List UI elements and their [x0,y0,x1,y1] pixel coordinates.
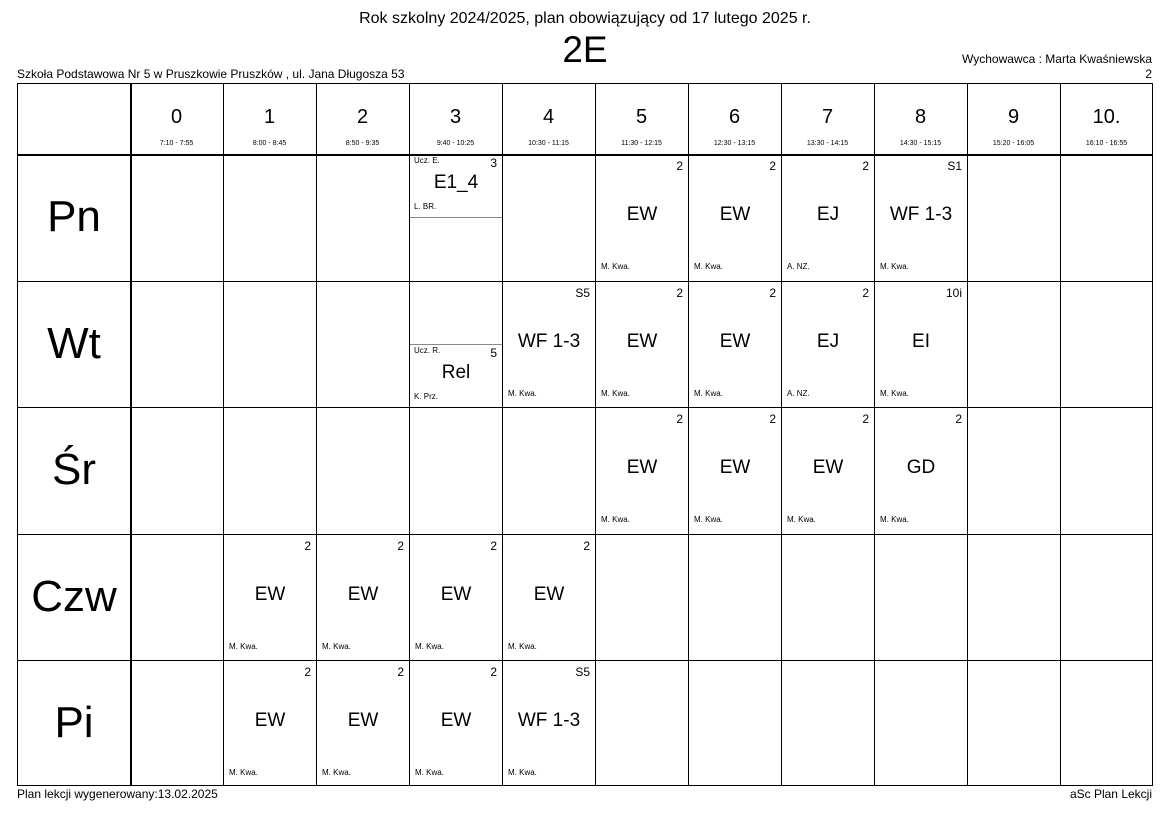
lesson-subject: E1_4 [433,172,479,193]
lesson-room: 2 [397,665,404,679]
lesson-teacher: L. BR. [414,202,437,211]
period-time: 16:10 - 16:55 [1085,140,1128,147]
lesson-subject: EW [626,330,658,352]
lesson-teacher: A. NZ. [787,262,810,271]
lesson-subject: EW [347,583,379,605]
lesson-subject: WF 1-3 [517,710,581,731]
lesson-room: 2 [955,412,962,426]
lesson-room: 2 [862,159,869,173]
period-number: 0 [170,106,183,128]
period-number: 8 [914,106,927,128]
lesson-subject: EW [347,710,379,731]
period-header [316,84,409,154]
period-time: 9:40 - 10:25 [436,140,475,147]
lesson-teacher: M. Kwa. [229,641,258,651]
lesson-subject: EI [912,330,930,352]
period-time: 8:00 - 8:45 [252,140,287,147]
lesson-teacher: M. Kwa. [415,768,444,777]
lesson-subject: WF 1-3 [517,330,581,352]
lesson-room: 2 [769,285,776,300]
column-divider [967,84,968,785]
day-header: Śr [52,445,96,494]
lesson-subject: WF 1-3 [889,204,953,225]
period-header [688,84,781,154]
lesson-cell[interactable] [782,407,874,534]
lesson-room: 2 [676,285,683,300]
period-header [874,84,967,154]
period-time: 15:20 - 16:05 [992,140,1035,147]
lesson-subject: EW [440,583,472,605]
lesson-room: 2 [490,538,497,553]
period-time: 14:30 - 15:15 [899,140,942,147]
lesson-subject: EW [812,457,844,478]
split-divider [410,217,502,218]
period-header [781,84,874,154]
lesson-subject: EW [719,457,751,478]
lesson-cell[interactable] [503,534,595,661]
row-divider [18,154,1152,156]
lesson-teacher: M. Kwa. [880,515,909,524]
lesson-room: 2 [676,159,683,173]
lesson-cell-split[interactable] [410,154,502,217]
lesson-subject: EW [254,710,286,731]
column-divider [130,84,132,785]
lesson-subject: EW [626,457,658,478]
lesson-room: S5 [575,665,590,679]
timetable-grid [17,83,1153,786]
lesson-teacher: M. Kwa. [880,262,909,271]
lesson-cell[interactable] [503,660,595,787]
period-header [130,84,223,154]
period-time: 13:30 - 14:15 [806,140,849,147]
homeroom-teacher: Wychowawca : Marta Kwaśniewska [962,52,1152,66]
lesson-teacher: M. Kwa. [694,515,723,524]
lesson-teacher: M. Kwa. [508,641,537,651]
lesson-cell[interactable] [596,281,688,408]
lesson-room: 2 [304,665,311,679]
lesson-teacher: M. Kwa. [601,388,630,398]
lesson-room: S5 [575,285,590,300]
lesson-subject: EW [719,204,751,225]
lesson-cell[interactable] [317,660,409,787]
period-number: 2 [356,106,369,128]
period-time: 8:50 - 9:35 [345,140,380,147]
lesson-room: 2 [769,159,776,173]
lesson-teacher: A. NZ. [787,388,810,398]
generated-date: Plan lekcji wygenerowany:13.02.2025 [17,787,218,801]
period-number: 9 [1007,106,1020,128]
lesson-cell[interactable] [782,281,874,408]
lesson-teacher: M. Kwa. [880,388,909,398]
lesson-subject: GD [906,457,936,478]
lesson-cell[interactable] [689,154,781,281]
column-divider [1060,84,1061,785]
split-divider [410,344,502,345]
period-header [409,84,502,154]
lesson-room: 10i [945,285,962,300]
lesson-room: 2 [769,412,776,426]
lesson-cell[interactable] [503,281,595,408]
lesson-cell[interactable] [410,534,502,661]
lesson-teacher: M. Kwa. [508,768,537,777]
lesson-teacher: M. Kwa. [322,641,351,651]
lesson-teacher: M. Kwa. [601,515,630,524]
lesson-room: 5 [490,345,497,360]
schedule-subtitle: Rok szkolny 2024/2025, plan obowiązujący od 17 lutego 2025 r. [359,10,811,27]
period-time: 12:30 - 13:15 [713,140,756,147]
lesson-cell[interactable] [689,281,781,408]
lesson-room: 2 [862,285,869,300]
lesson-subject: EW [254,583,286,605]
lesson-cell[interactable] [596,154,688,281]
lesson-subject: EJ [816,330,840,352]
lesson-teacher: M. Kwa. [229,768,258,777]
lesson-cell[interactable] [224,534,316,661]
lesson-cell[interactable] [782,154,874,281]
lesson-teacher: M. Kwa. [415,641,444,651]
lesson-cell-split[interactable] [410,344,502,407]
lesson-subject: EW [626,204,658,225]
lesson-teacher: M. Kwa. [694,262,723,271]
period-number: 5 [635,106,648,128]
lesson-cell[interactable] [875,407,967,534]
lesson-room: 2 [583,538,590,553]
day-header: Pn [47,192,101,241]
class-name: 2E [562,29,608,70]
lesson-room: 2 [397,538,404,553]
day-header: Pi [54,698,94,747]
lesson-room: S1 [947,159,962,173]
lesson-cell[interactable] [410,660,502,787]
row-divider [18,407,1152,408]
software-name: aSc Plan Lekcji [1069,787,1152,801]
lesson-subject: EW [719,330,751,352]
school-name: Szkoła Podstawowa Nr 5 w Pruszkowie Pruszków , ul. Jana Długosza 53 [17,67,405,81]
period-header [502,84,595,154]
lesson-cell[interactable] [596,407,688,534]
lesson-cell[interactable] [875,281,967,408]
page-number: 2 [1145,67,1152,81]
lesson-teacher: M. Kwa. [322,768,351,777]
period-header [595,84,688,154]
period-time: 11:30 - 12:15 [621,140,662,147]
period-time: 7:10 - 7:55 [159,140,194,147]
lesson-room: 2 [490,665,497,679]
lesson-cell[interactable] [317,534,409,661]
period-number: 6 [728,106,741,128]
day-header: Wt [47,318,101,368]
period-header [1060,84,1153,154]
period-header [223,84,316,154]
period-header [967,84,1060,154]
period-number: 7 [821,106,834,128]
lesson-cell[interactable] [224,660,316,787]
lesson-subject: Rel [441,361,471,383]
lesson-group: Ucz. R. [414,345,441,355]
lesson-subject: EW [533,583,565,605]
period-number: 3 [449,106,462,128]
period-time: 10:30 - 11:15 [528,140,569,147]
period-number: 10. [1092,106,1121,128]
period-number: 4 [542,106,555,128]
lesson-teacher: M. Kwa. [787,515,816,524]
lesson-subject: EW [440,710,472,731]
lesson-teacher: K. Prz. [414,391,439,401]
day-header: Czw [31,571,117,621]
lesson-teacher: M. Kwa. [694,388,723,398]
lesson-cell[interactable] [689,407,781,534]
lesson-teacher: M. Kwa. [508,388,537,398]
lesson-room: 2 [676,412,683,426]
lesson-room: 3 [490,156,497,170]
lesson-cell[interactable] [875,154,967,281]
period-number: 1 [263,106,276,128]
lesson-room: 2 [862,412,869,426]
lesson-group: Ucz. E. [414,156,440,165]
lesson-subject: EJ [816,204,840,225]
lesson-room: 2 [304,538,311,553]
lesson-teacher: M. Kwa. [601,262,630,271]
